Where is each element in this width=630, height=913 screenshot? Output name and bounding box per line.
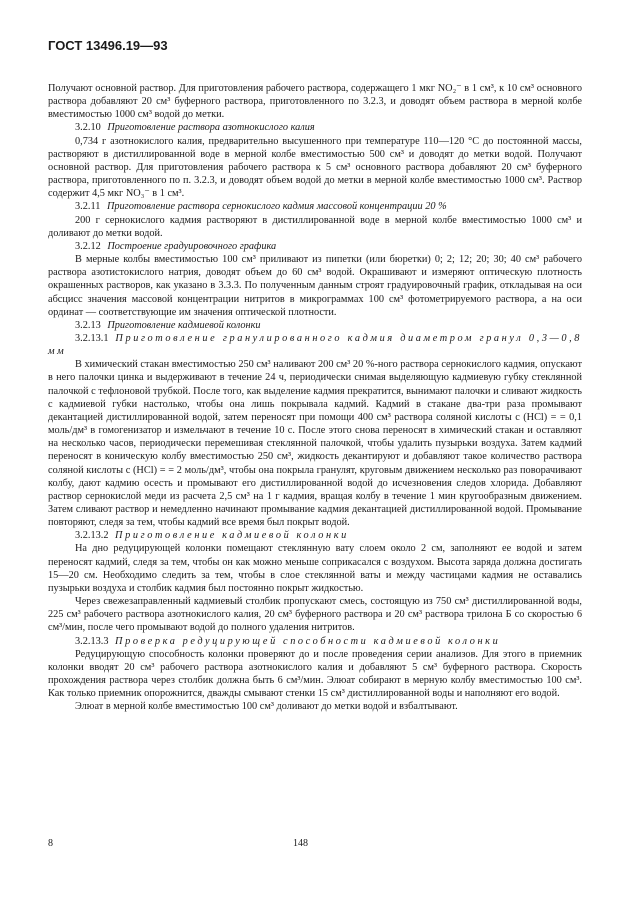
subsection-heading: [48, 529, 582, 542]
document-header: ГОСТ 13496.19—93: [48, 38, 168, 53]
paragraph: Через свежезаправленный кадмиевый столбик пропускают смесь, состоящую из 750 см³ дистиллированной воды, 225 см³ рабочего раствора азотнокислого калия, 20 см³ буферного раствора и 20 см³ раствора трилона Б со скоростью 6 см³/мин, после чего промывают водой до полного удаления нитритов.: [48, 596, 582, 634]
document-body: [48, 82, 582, 714]
section-heading: [48, 319, 582, 332]
section-heading: [48, 121, 582, 134]
paragraph: 200 г сернокислого кадмия растворяют в дистиллированной воде в мерной колбе вместимостью 1000 см³ и доливают до метки водой.: [48, 214, 582, 239]
paragraph: Редуцирующую способность колонки проверяют до и после проведения серии анализов. Для этого в приемник колонки вводят 20 см³ рабочего раствора азотнокислого калия и добавляют 5 см³ буферного раствора. Скорость прохождения раствора через столбик должна быть 6 см³/мин. Элюат собирают в мерную колбу вместимостью 100 см³. Как только приемник опорожнится, дважды смывают стенки 15 см³ дистиллированной воды и наполняют его водой.: [48, 648, 582, 700]
section-title: Приготовление гранулированного кадмия диаметром гранул 0,3—0,8 мм: [48, 332, 582, 358]
section-number: 3.2.13.3: [75, 635, 109, 647]
section-title: Приготовление кадмиевой колонки: [107, 319, 261, 331]
subsection-heading: [48, 332, 582, 358]
paragraph: Элюат в мерной колбе вместимостью 100 см³ доливают до метки водой и взбалтывают.: [75, 701, 458, 713]
page-number-left: 8: [48, 838, 53, 849]
section-number: 3.2.13.2: [75, 530, 109, 542]
paragraph: В мерные колбы вместимостью 100 см³ приливают из пипетки (или бюретки) 0; 2; 12; 20; 30; 40 см³ рабочего раствора азотистокислого натрия, доводят объем до 60 см³ водой. Окрашивают и измеряют оптическую плотность окрашенных растворов, как указано в 3.3.3. По полученным данным строят градуировочный график, откладывая на оси абсцисс значения массовой концентрации нитритов в микрограммах 100 см³ фотометрируемого раствора, а на оси ординат — соответствующие им значения оптической плотности.: [48, 254, 582, 318]
section-number: 3.2.13.1: [75, 332, 109, 344]
paragraph: Получают основной раствор. Для приготовления рабочего раствора, содержащего 1 мкг NO₂⁻ в 1 см³, к 10 см³ основного раствора добавляют 20 см³ буферного раствора, приготовленного по 3.2.3, и доводят объем раствора в мерной колбе вместимостью 1000 см³ водой до метки.: [48, 83, 582, 121]
section-title: Приготовление раствора азотнокислого калия: [107, 122, 315, 134]
paragraph: На дно редуцирующей колонки помещают стеклянную вату слоем около 2 см, заполняют ее водой и затем переносят кадмий, следя за тем, чтобы он как можно меньше соприкасался с воздухом. Высота заряда должна достигать 15—20 см. Необходимо следить за тем, чтобы в слое стеклянной ваты и между частицами кадмия не оставались пузырьки воздуха и столбик кадмия был постоянно покрыт жидкостью.: [48, 543, 582, 594]
page-number-center: 148: [293, 838, 308, 849]
section-title: Построение градуировочного графика: [107, 240, 277, 252]
paragraph: В химический стакан вместимостью 250 см³ наливают 200 см³ 20 %-ного раствора сернокислого кадмия, опускают в него палочки цинка и выдерживают в течение 24 ч, периодически снимая выделяющую кадмиевую губку стеклянной палочкой с тефлоновой трубкой. После того, как выделение кадмия прекратится, вынимают палочки и сливают жидкость с кадмиевой губки настолько, чтобы она лишь покрывала кадмий. Кадмий в стакане два-три раза промывают декантацией дистиллированной водой, затем переносят при помощи 400 см³ раствора соляной кислоты с (HCl) = = 0,1 моль/дм³ в гомогенизатор и измельчают в течение 10 с. После этого снова переносят в химический стакан и оставляют на несколько часов, периодически перемешивая стеклянной палочкой, чтобы удалить пузырьки воздуха. Затем кадмий переносят в коническую колбу вместимостью 250 см³, жидкость декантируют и добавляют такое количество раствора соляной кислоты с (HCl) = = 2 моль/дм³, чтобы она покрыла гранулят, круговым движением несколько раз поворачивают колбу, дают кадмию осесть и промывают его дистиллированной водой до исчезновения следов хлорида. Добавляют раствор сернокислой меди из расчета 2,5 см³ на 1 г кадмия, вращая колбу в течение 1 мин кругообразным движением. Затем сливают раствор и немедленно начинают промывание кадмия декантацией дистиллированной водой. Промывание повторяют, следя за тем, чтобы кадмий все время был покрыт водой.: [48, 359, 582, 529]
section-title: Приготовление раствора сернокислого кадмия массовой концентрации 20 %: [106, 201, 447, 213]
section-title: Проверка редуцирующей способности кадмиевой колонки: [115, 635, 501, 647]
subsection-heading: [48, 635, 582, 648]
section-title: Приготовление кадмиевой колонки: [115, 530, 349, 542]
section-heading: [48, 200, 582, 213]
section-number: 3.2.12: [75, 240, 101, 252]
section-number: 3.2.13: [75, 319, 101, 331]
paragraph: 0,734 г азотнокислого калия, предварительно высушенного при температуре 110—120 °С до постоянной массы, растворяют в дистиллированной воде в мерной колбе вместимостью 500 см³ и доводят до метки водой. Получают основной раствор. Для приготовления рабочего раствора к 5 см³ основного раствора добавляют 20 см³ буферного раствора, приготовленного по п. 3.2.3, и доводят объем водой до метки в мерной колбе вместимостью 1000 см³. Раствор содержит 4,5 мкг NO₃⁻ в 1 см³.: [48, 135, 582, 200]
section-number: 3.2.10: [75, 122, 101, 134]
section-heading: [48, 240, 582, 253]
section-number: 3.2.11: [75, 201, 101, 213]
